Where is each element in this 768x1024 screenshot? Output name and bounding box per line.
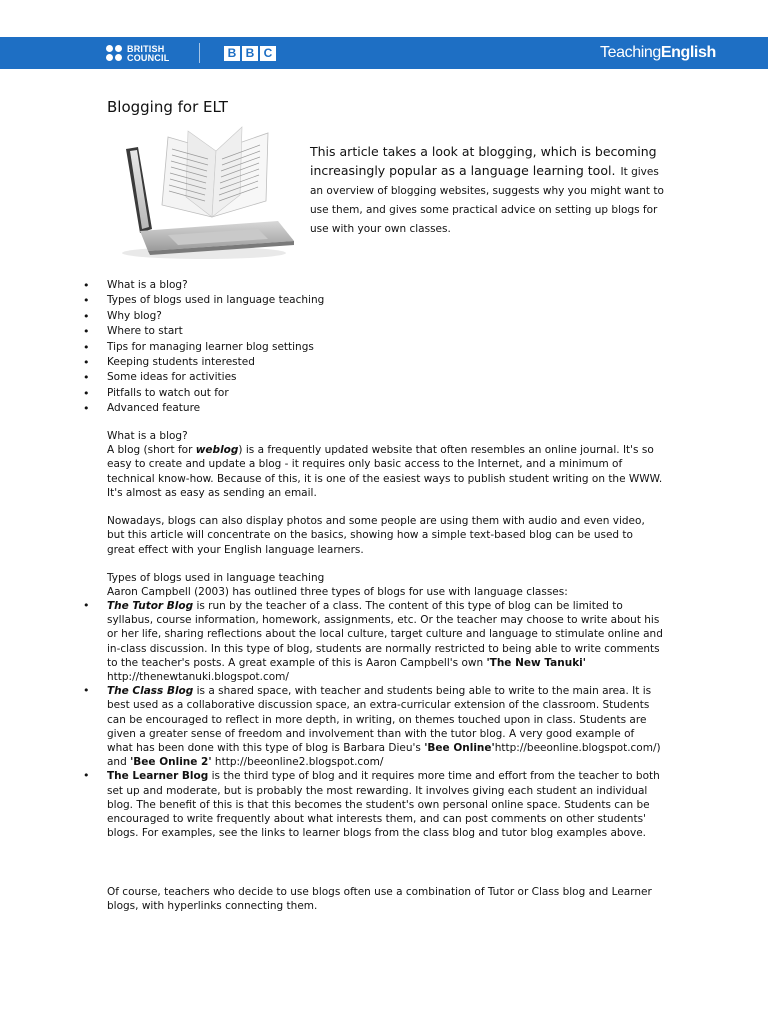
section-heading: What is a blog? <box>107 430 188 442</box>
text: is a shared space, with teacher and students being able to write to the main area. It is best used as a collaborative discussion space, an extra-curricular extension of the classroom. Students can be encouraged to reflect in more depth, in writing, on themes touched upon in class. Students are given a greater sense of freedom and involvement than with the tutor blog. A very good example of what has been done with this type of blog is Barbara Dieu's <box>107 685 652 755</box>
intro-rest: It gives an overview of blogging websites, suggests why you might want to use them, and gives some practical advice on setting up blogs for use with your own classes. <box>310 166 664 235</box>
paragraph: Nowadays, blogs can also display photos and some people are using them with audio and even video, but this article will concentrate on the basics, showing how a simple text-based blog can be used to great effect with your English language learners. <box>107 515 645 556</box>
example-title: 'Bee Online' <box>424 742 495 755</box>
text: ) is a frequently updated website that often resembles an online journal. It's so easy to create and update a blog - it requires only basic access to the Internet, and a minimum of technical know-how. Because of this, it is one of the easiest ways to publish student writing on the WWW. It's almost as easy as sending an email. <box>107 444 663 499</box>
paragraph: Aaron Campbell (2003) has outlined three types of blogs for use with language classes: <box>107 586 568 599</box>
teaching-label: Teaching <box>600 44 661 61</box>
tutor-blog-name: The Tutor Blog <box>107 600 194 612</box>
intro-paragraph <box>310 141 670 236</box>
toc-item[interactable]: • Keeping students interested <box>81 355 324 370</box>
toc-item[interactable]: • Advanced feature <box>81 401 324 416</box>
header-bar <box>0 37 768 69</box>
section-what-is-a-blog <box>107 429 663 599</box>
british-council-wordmark <box>127 45 169 63</box>
laptop-book-image <box>108 125 300 263</box>
toc-item[interactable]: • What is a blog? <box>81 278 324 293</box>
term-weblog: weblog <box>195 444 239 457</box>
british-council-line2: COUNCIL <box>127 53 170 63</box>
blog-types-list <box>81 599 663 840</box>
list-item-class-blog <box>81 684 663 769</box>
toc-item[interactable]: • Why blog? <box>81 309 324 324</box>
british-council-line1: BRITISH <box>127 44 165 54</box>
bbc-letter: B <box>224 46 240 61</box>
toc-item[interactable]: • Types of blogs used in language teaching <box>81 293 324 308</box>
toc-item[interactable]: • Tips for managing learner blog settings <box>81 340 324 355</box>
class-blog-name: The Class Blog <box>107 685 194 698</box>
text: is the third type of blog and it requires more time and effort from the teacher to both set up and moderate, but is probably the most rewarding. It involves giving each student an individual blog. The benefit of this is that this becomes the student's own personal online space. Students can be encouraged to write frequently about what interests them, and can post comments on other students' blogs. For examples, see the links to learner blogs from the class blog and tutor blog examples above. <box>107 770 660 840</box>
list-item-tutor-blog <box>81 599 663 684</box>
intro-lead: This article takes a look at blogging, which is becoming increasingly popular as a language learning tool. <box>310 144 657 178</box>
paragraph <box>107 443 663 500</box>
british-council-dots-icon <box>106 45 124 63</box>
example-title: 'The New Tanuki' <box>486 656 586 669</box>
learner-blog-name: The Learner Blog <box>107 770 209 783</box>
link[interactable]: http://beeonline2.blogspot.com/ <box>211 756 384 769</box>
bbc-letter: B <box>242 46 258 61</box>
link[interactable]: http://thenewtanuki.blogspot.com/ <box>107 671 289 684</box>
bbc-logo[interactable] <box>224 46 276 61</box>
bbc-letter: C <box>260 46 276 61</box>
link[interactable]: http://beeonline.blogspot.com/) and <box>107 742 661 769</box>
page-title: Blogging for ELT <box>107 98 228 116</box>
english-label: English <box>660 44 716 61</box>
closing-paragraph: Of course, teachers who decide to use blogs often use a combination of Tutor or Class blog and Learner blogs, with hyperlinks connecting them. <box>107 886 652 913</box>
text: A blog (short for <box>107 444 196 457</box>
toc-item[interactable]: • Some ideas for activities <box>81 370 324 385</box>
table-of-contents <box>81 278 324 417</box>
logo-divider <box>199 43 200 63</box>
text: is run by the teacher of a class. The content of this type of blog can be limited to syllabus, course information, homework, assignments, etc. Or the teacher may choose to write about his or her life, sharing reflections about the local culture, target culture and language to stimulate online and in-class discussion. In this type of blog, students are normally restricted to being able to write comments to the teacher's posts. A great example of this is Aaron Campbell's own <box>107 600 663 669</box>
list-item-learner-blog <box>81 769 663 840</box>
toc-item[interactable]: • Pitfalls to watch out for <box>81 386 324 401</box>
teachingenglish-logo[interactable] <box>600 43 716 63</box>
toc-item[interactable]: • Where to start <box>81 324 324 339</box>
british-council-logo[interactable] <box>106 45 176 63</box>
section-heading: Types of blogs used in language teaching <box>107 572 325 584</box>
example-title: 'Bee Online 2' <box>130 756 212 769</box>
